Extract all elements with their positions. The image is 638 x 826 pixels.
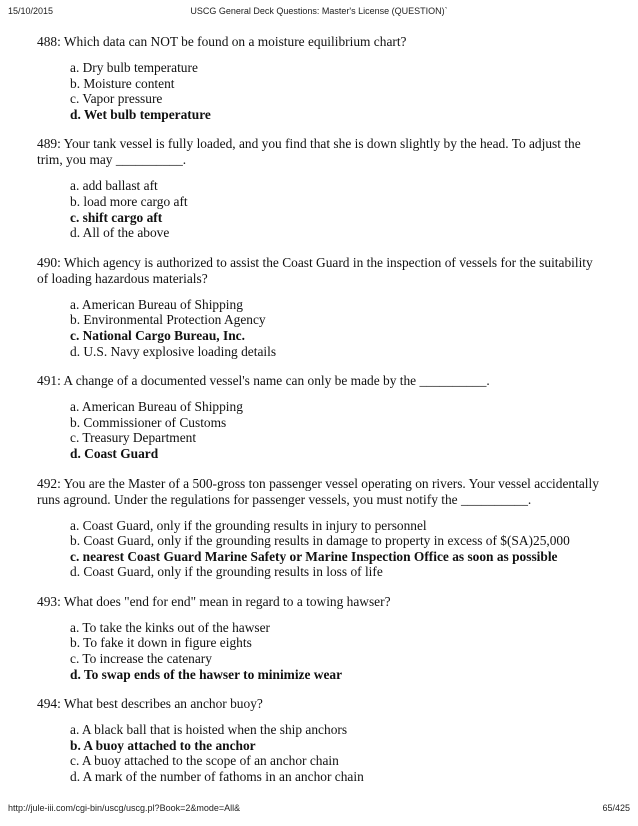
source-url: http://jule-iii.com/cgi-bin/uscg/uscg.pl?Book=2&mode=All& [8,803,241,813]
document-title: USCG General Deck Questions: Master's License (QUESTION)` [190,6,448,16]
answer-option: a. Coast Guard, only if the grounding results in injury to personnel [70,517,427,533]
question-block [37,255,607,359]
correct-answer-option: d. Coast Guard [70,445,159,461]
answer-options [70,722,607,784]
question-list [37,34,607,799]
question-text: 492: You are the Master of a 500-gross ton passenger vessel operating on rivers. Your vessel accidentally runs aground. Under the regulations for passenger vessels, you must notify the __________. [37,475,599,507]
correct-answer-option: d. Wet bulb temperature [70,106,211,122]
answer-options [70,518,607,580]
answer-option: c. Treasury Department [70,430,197,446]
answer-option: b. Coast Guard, only if the grounding results in damage to property in excess of $(SA)25,000 [70,533,570,549]
answer-option: a. Dry bulb temperature [70,60,198,75]
answer-option: b. Moisture content [70,75,175,91]
correct-answer-option: c. nearest Coast Guard Marine Safety or Marine Inspection Office as soon as possible [70,548,558,564]
correct-answer-option: c. shift cargo aft [70,209,163,225]
answer-option: c. Vapor pressure [70,91,163,107]
question-block [37,696,607,784]
answer-option: d. U.S. Navy explosive loading details [70,343,277,359]
answer-option: c. A buoy attached to the scope of an anchor chain [70,753,339,769]
answer-options [70,178,607,240]
page-number: 65/425 [602,803,630,813]
page-footer [8,803,630,815]
question-block [37,136,607,240]
question-text: 491: A change of a documented vessel's name can only be made by the __________. [37,373,490,389]
answer-option: a. American Bureau of Shipping [70,399,243,415]
answer-option: b. Environmental Protection Agency [70,312,266,328]
correct-answer-option: c. National Cargo Bureau, Inc. [70,327,245,343]
answer-option: b. load more cargo aft [70,193,188,209]
answer-option: b. Commissioner of Customs [70,414,227,430]
answer-option: a. add ballast aft [70,178,158,194]
answer-option: c. To increase the catenary [70,651,212,667]
question-text: 494: What best describes an anchor buoy? [37,696,263,712]
print-date: 15/10/2015 [8,6,54,16]
answer-option: a. A black ball that is hoisted when the ship anchors [70,722,348,738]
correct-answer-option: d. To swap ends of the hawser to minimize wear [70,666,343,682]
question-block [37,594,607,682]
answer-option: d. All of the above [70,225,170,241]
page-header [8,6,630,18]
answer-option: b. To fake it down in figure eights [70,635,252,651]
question-block [37,34,607,122]
answer-options [70,399,607,461]
answer-option: a. American Bureau of Shipping [70,296,243,312]
answer-option: d. Coast Guard, only if the grounding results in loss of life [70,564,383,580]
answer-options [70,297,607,359]
question-text: 493: What does "end for end" mean in regard to a towing hawser? [37,593,391,609]
answer-option: a. To take the kinks out of the hawser [70,619,270,635]
question-text: 489: Your tank vessel is fully loaded, and you find that she is down slightly by the head. To adjust the trim, you may __________. [37,136,581,168]
question-text: 488: Which data can NOT be found on a moisture equilibrium chart? [37,34,407,49]
question-block [37,476,607,580]
question-block [37,373,607,461]
answer-options [70,620,607,682]
question-text: 490: Which agency is authorized to assist the Coast Guard in the inspection of vessels for the suitability of loading hazardous materials? [37,254,593,286]
answer-option: d. A mark of the number of fathoms in an anchor chain [70,769,364,785]
correct-answer-option: b. A buoy attached to the anchor [70,737,256,753]
answer-options [70,60,607,122]
